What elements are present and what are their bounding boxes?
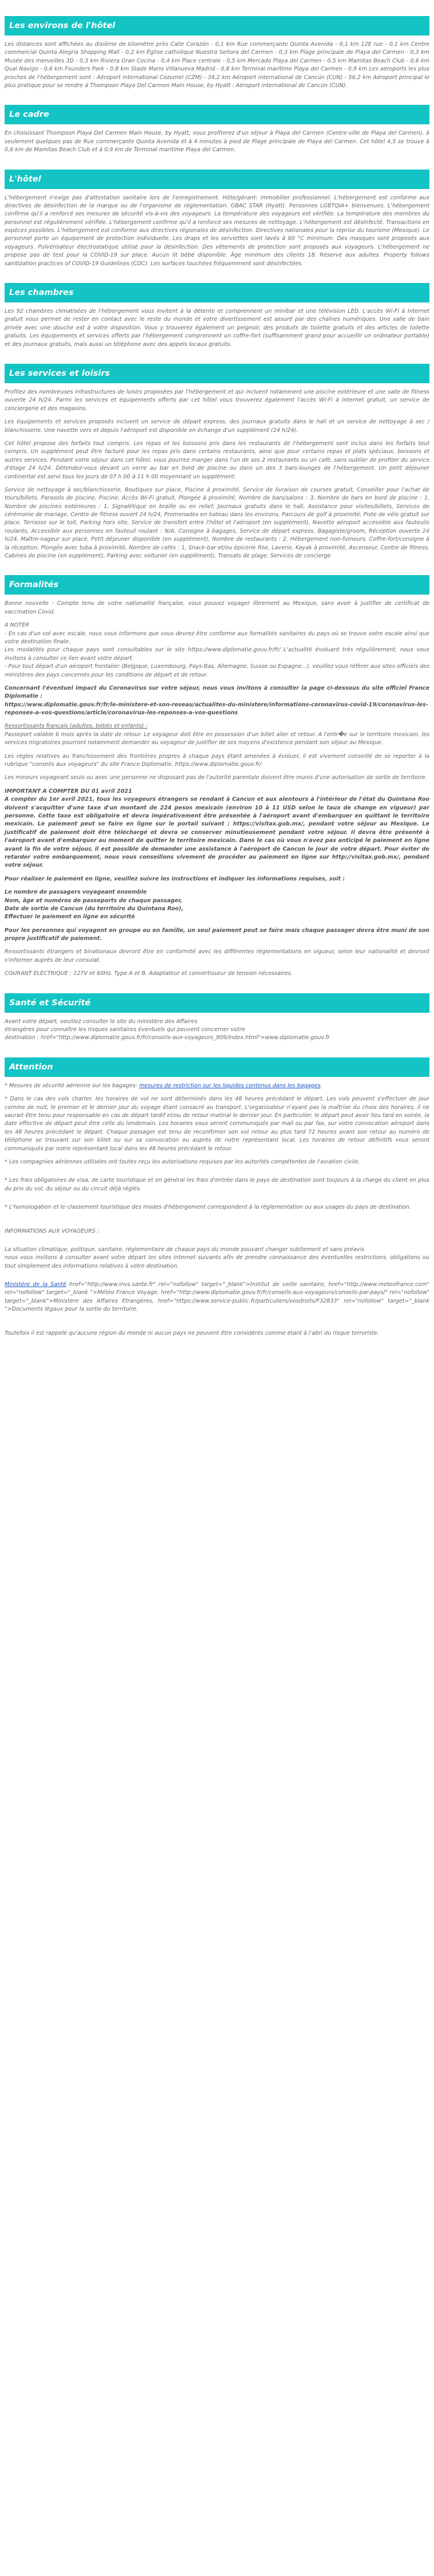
attention-paragraph-3: * Les compagnies aériennes utilisées ont toutes reçu les autorisations requises par les autorités compétentes de l'aviation civile. [5, 1158, 360, 1165]
attention-paragraph-5: * L'homologation et le classement touristique des modes d'hébergement correspondent à la réglementation ou aux usages du pays de destination. [5, 1204, 411, 1211]
section-sante [5, 993, 429, 1043]
sante-line-1: Avant votre départ, veuillez consulter le site du ministère des Affaires [5, 1018, 198, 1025]
section-hotel [5, 170, 429, 269]
cadre-text: En choisissant Thompson Playa Del Carmen Main House, by Hyatt, vous profiterez d'un séjour à Playa del Carmen (Centre-ville de Playa del Carmen), à seulement quelques pas de Rue commerçante Quinta Avenida et à 4 minutes à pied de Plage principale de Playa del Carmen. Cet hôtel 4,5 se trouve à 0,6 km de Mamitas Beach Club et à 0,9 km de Terminal maritime Playa del Carmen. [5, 130, 429, 154]
formalites-other-nationalities: Ressortissants étrangers et binationaux devront être en conformité avec les différentes réglementations en vigueur, selon leur nationalité et devront s'informer auprès de leur consulat. [5, 949, 429, 963]
services-paragraph-2: Les équipements et services proposés incluent un service de départ express, des journaux gratuits dans le hall et un service de nettoyage à sec / blanchisserie. Une navette vers et depuis l'aéroport est disponible en échange d'un supplément (24 h/24). [5, 419, 429, 434]
formalites-important-text: A compter du 1er avril 2021, tous les voyageurs étrangers se rendant à Cancun et aux alentours à l'intérieur de l'état du Quintana Roo doivent s'acquitter d'une taxe d'un montant de 224 pesos mexicain (environ 10 à 11 USD selon le taux de change en vigueur) par personne. Cette taxe est obligatoire et devra impérativement être présentée à l'aéroport avant d'embarquer en quittant le territoire mexicain. Le paiement peut se faire en ligne sur le portail suivant : https://visitax.gob.mx/, pendant votre séjour au Mexique. Le justificatif de paiement doit être téléchargé et devra se conserver minutieusement pendant votre séjour. Il devra être présenté à l'aéroport avant d'embarquer au moment de quitter le territoire mexicain. Dans le cas où vous n'avez pas anticipé le paiement en ligne avant la fin de votre séjour, il est possible de demander une assistance à l'aéroport de Cancun le jour de votre départ. Pour éviter de retarder votre embarquement, nous vous conseillons vivement de procéder au paiement en ligne sur http://visitax.gob.mx/, pendant votre séjour. [5, 796, 429, 869]
attention-info-text: La situation climatique, politique, sanitaire, réglementaire de chaque pays du monde pouvant changer subitement et sans préavis nous vous invitons à consulter avant votre départ les sites Internet suivants afin de prendre connaissance des éventuelles restrictions, obligations ou tout simplement des informations relatives à votre destination. [5, 1246, 429, 1269]
formalites-covid-link[interactable]: https://www.diplomatie.gouv.fr/fr/le-ministere-et-son-reseau/actualites-du-ministere/informations-coronavirus-covid-19/coronavirus-les-reponses-a-vos-questions/article/coronavirus-les-reponses-a-vos-questions [5, 701, 428, 717]
section-formalites [5, 575, 429, 978]
section-title-sante: Santé et Sécurité [5, 993, 429, 1013]
formalites-note-text: - En cas d'un vol avec escale, nous vous informons que vous devrez être conforme aux formalités sanitaires du pays où se trouve votre escale ainsi que votre destination finale. Les modalités pour chaque pays sont consultables sur le site https://www.diplomatie.gouv.fr/fr/ L'actualité évoluant très régulièrement, nous vous invitons à consulter ce lien avant votre départ. - Pour tout départ d'un aéroport frontalier (Belgique, Luxembourg, Pays-Bas, Allemagne, Suisse ou Espagne...), veuillez vous référer aux sites officiels des ministères des pays concernés pour les conditions de départ et de retour. [5, 630, 429, 678]
services-paragraph-1: Profitez des nombreuses infrastructures de loisirs proposées par l'hébergement et qui incluent notamment une piscine extérieure et une salle de fitness ouverte 24 h/24. Parmi les services et équipements offerts par cet hôtel vous trouverez également l'accès Wi-Fi à Internet gratuit, un service de conciergerie et des magasins. [5, 388, 429, 412]
chambres-text: Les 92 chambres climatisées de l'hébergement vous invitent à la détente et comprennent un minibar et une télévision LED. L'accès Wi-Fi à Internet gratuit vous permet de rester en contact avec le reste du monde et votre divertissement est assuré par des chaînes numériques. Une salle de bain privée avec une douche est à votre disposition. Vous y trouverez également un peignoir, des produits de toilette gratuits et des articles de toilette gratuits. Les équipements et services offerts par l'hébergement comprennent un coffre-fort (suffisamment grand pour accueillir un ordinateur portable) et des journaux gratuits, mais aussi un téléphone avec des appels locaux gratuits. [5, 308, 429, 348]
section-services [5, 364, 429, 560]
attention-paragraph-1: * Mesures de sécurité aérienne sur les bagages: mesures de restriction sur les liquides contenus dans les bagages. [5, 1082, 322, 1089]
section-chambres [5, 283, 429, 349]
services-paragraph-4: Service de nettoyage à sec/blanchisserie, Boutiques sur place, Piscine à proximité, Service de livraison de courses gratuit, Conseiller pour l'achat de tours/billets, Parasols de piscine, Piscine, Accès Wi-Fi gratuit, Plongée à proximité, Nombre de bars/salons : 3, Nombre de bars en bord de piscine : 1, Nombre de piscines extérieures : 1, Signalétique en braille ou en relief, Journaux gratuits dans le hall, Assistance pour visites/billets, Services de cérémonie de mariage, Centre de fitness ouvert 24 h/24, Promenades en bateau dans les environs, Parcours de golf à proximité, Piste de vélo gratuit sur place, Terrasse sur le toit, Parking hors site, Service de transfert entre l'hôtel et l'aéroport (en supplément), Navette aéroport accessible aux fauteuils roulants, Accessible aux personnes en fauteuil roulant : N/A, Consigne à bagages, Service de départ express, Bagagiste/groom, Réception ouverte 24 h/24, Maître-nageur sur place, Petit déjeuner disponible (en supplément), Nombre de restaurants : 2, Hébergement non-fumeurs, Coffre-fort/consigne à la réception, Plongée avec tuba à proximité, Nombre de cafés : 1, Snack-bar et/ou épicerie fine, Laverie, Kayak à proximité, Ascenseur, Centre de fitness, Cabines de piscine (en supplément), Parking avec voiturier (en supplément), Transats de plage, Services de concierge [5, 486, 429, 560]
formalites-note-title: A NOTER [5, 622, 29, 629]
formalites-ressortissants-text: Passeport valable 6 mois après la date de retour. Le voyageur doit être en possession d'un billet aller et retour. A l'entr�e sur le territoire mexicain, les services migratoires pourront notamment demander au voyageur de justifier de ses moyens d'existence pendant son séjour au Mexique. [5, 731, 429, 746]
formalites-mineurs-text: Les mineurs voyageant seuls ou avec une personne ne disposant pas de l'autorité parentale doivent être munis d'une autorisation de sortie de territoire. [5, 774, 427, 781]
section-title-environs: Les environs de l'hôtel [5, 16, 429, 36]
environs-text: Les distances sont affichées au dixième de kilomètre près Calle Corazón - 0,1 km Rue commerçante Quinta Avenida - 0,1 km 12E rue - 0,1 km Centre commercial Quinta Alegría Shopping Mall - 0,2 km Église catholique Nuestra Señora del Carmen - 0,3 km Plage principale de Playa del Carmen - 0,3 km Musée des merveilles 3D - 0,3 km Riviera Gran Cocina - 0,4 km Place centrale - 0,5 km Mercado Playa del Carmen - 0,5 km Mamitas Beach Club - 0,6 km Quai Navigo - 0,6 km Founders Park - 0,8 km Stade Mario Villanueva Madrid - 0,8 km Terminal maritime Playa del Carmen - 0,9 km Les aéroports les plus proches de l'hébergement sont : Aéroport international Cozumel (CZM) - 34,2 km Aéroport international de Cancún (CUN) - 56,2 km Aéroport principal le plus pratique pour se rendre à Thompson Playa Del Carmen Main House, by Hyatt : Aéroport international de Cancún (CUN). [5, 41, 429, 89]
formalites-electric-text: COURANT ELECTRIQUE : 127V et 60Hz. Type A et B. Adaptateur et convertisseur de tension nécessaires. [5, 970, 293, 977]
attention-final-text: Toutefois il est rappelé qu'aucune région du monde ni aucun pays ne peuvent être considérés comme étant à l'abri du risque terroriste. [5, 1330, 379, 1336]
attention-links-text: href="http://www.invs.sante.fr" rel="nofollow" target="_blank">Institut de veille sanitaire, href="http://www.meteofrance.com" rel="nofollow" target="_blank ">Météo France Voyage, href="http://www.diplomatie.gouv.fr/fr/conseils-aux-voyageurs/conseils-par-pays/" rel="nofollow" target="_blank">Ministère des Affaires Etrangères, href="https://www.service-public.fr/particuliers/vosdroits/F32833" rel="nofollow" target="_blank ">Documents légaux pour la sortie du territoire. [5, 1281, 429, 1313]
section-environs [5, 16, 429, 90]
section-title-formalites: Formalités [5, 575, 429, 595]
formalites-regles-text: Les règles relatives au franchissement des frontières propres à chaque pays étant amenées à évoluer, il est vivement conseillé de se reporter à la rubrique "conseils aux voyageurs" du site France Diplomatie, https://www.diplomatie.gouv.fr/ [5, 753, 429, 768]
section-attention [5, 1057, 429, 1338]
section-cadre [5, 105, 429, 154]
hotel-text: L'hébergement n'exige pas d'attestation sanitaire lors de l'enregistrement. Hôte/gérant: immobilier professionnel. L'hébergement est conforme aux directives de désinfection de la marque ou de l'organisme de réglementation: GBAC STAR (Hyatt). Personnes LGBTQIA+ bienvenues. L'hébergement confirme qu'il a renforcé ses mesures de sécurité vis-à-vis des voyageurs. La température des voyageurs est vérifiée. La température des membres du personnel est régulièrement vérifiée. L'hébergement confirme qu'il a renforcé ses mesures de nettoyage. L'hébergement est désinfecté. Transactions en espèces possibles. L'hébergement est conforme aux directives régionales de désinfection. Directives nationales pour la reprise du tourisme (Mexique). Le personnel porte un équipement de protection individuelle. Les draps et les serviettes sont lavés à 60 °C minimum. Des masques sont proposés aux voyageurs. Pulvérisateur électrostatique utilisé pour la désinfection. Des vêtements de protection sont proposés aux voyageurs. L'hébergement ne propose pas de test pour la COVID-19 sur place. Aucun lit bébé disponible. Âge minimum des clients 18. Réservé aux adultes. Property follows sanitization practices of COVID-19 Guidelines (CDC). Les surfaces touchées fréquemment sont désinfectées. [5, 194, 429, 267]
formalites-family-text: Pour les personnes qui voyagent en groupe ou en famille, un seul paiement peut se faire mais chaque passager devra être muni de son propre justificatif de paiement. [5, 927, 429, 942]
services-paragraph-3: Cet hôtel propose des forfaits tout compris. Les repas et les boissons pris dans les restaurants de l'hébergement sont inclus dans les forfaits tout compris. Un supplément peut être facturé pour les repas pris dans certains restaurants, ainsi que pour certains repas et plats spéciaux, boissons et autres services. Pendant votre séjour dans cet hôtel, vous pourrez manger dans l'un de ses 2 restaurants ou un café, sans oublier de profiter du service d'étage 24 h/24. Détendez-vous devant un verre au bar en bord de piscine ou dans un des 3 bars-lounges de l'hébergement. Un petit déjeuner continental est servi tous les jours de 07 h 00 à 11 h 00 moyennant un supplément. [5, 440, 429, 480]
section-title-services: Les services et loisirs [5, 364, 429, 383]
formalites-important-title: IMPORTANT A COMPTER DU 01 avril 2021 [5, 788, 132, 795]
attention-info-title: INFORMATIONS AUX VOYAGEURS : [5, 1228, 99, 1234]
section-title-chambres: Les chambres [5, 283, 429, 302]
liquids-restriction-link[interactable]: mesures de restriction sur les liquides contenus dans les bagages [139, 1082, 321, 1089]
formalites-list-item: Date de sortie de Cancun (du territoire du Quintana Roo), [5, 905, 184, 912]
sante-line-3[interactable]: destination : href="http://www.diplomatie.gouv.fr/fr/conseils-aux-voyageurs_909/index.html">www.diplomatie.gouv.fr [5, 1035, 330, 1041]
formalites-intro: Bonne nouvelle : Compte tenu de votre nationalité française, vous pouvez voyager librement au Mexique, sans avoir à justifier de certificat de vaccination Covid. [5, 600, 429, 615]
sante-line-2: étrangères pour connaître les risques sanitaires éventuels qui peuvent concerner votre [5, 1027, 246, 1033]
attention-paragraph-4: * Les frais obligatoires de visa, de carte touristique et en général les frais d'entrée dans le pays de destination sont toujours à la charge du client en plus du prix du vol, du séjour ou du circuit déjà réglés. [5, 1177, 429, 1192]
section-title-hotel: L'hôtel [5, 170, 429, 189]
attention-links-paragraph [5, 1281, 429, 1314]
formalites-list-item: Nom, âge et numéros de passeports de chaque passager, [5, 897, 183, 904]
formalites-list-item: Effectuer le paiement en ligne en sécurité [5, 914, 135, 921]
formalites-list-item: Le nombre de passagers voyageant ensemble [5, 889, 147, 896]
formalites-ressortissants-title: Ressortissants français (adultes, bébés et enfants) : [5, 723, 148, 730]
section-title-cadre: Le cadre [5, 105, 429, 124]
formalites-register-text: Pour réaliser le paiement en ligne, veuillez suivre les instructions et indiquer les informations requises, soit : [5, 875, 345, 882]
formalites-covid-intro: Concernant l'éventuel impact du Coronavirus sur votre séjour, nous vous invitons à consulter la page ci-dessous du site officiel France Diplomatie : [5, 685, 429, 700]
ministere-sante-link[interactable]: Ministère de la Santé [5, 1281, 66, 1288]
attention-paragraph-2: * Dans le cas des vols charter, les horaires de vol ne sont déterminés dans les 48 heures précédant le départ. Les vols peuvent s'effectuer de jour comme de nuit, le premier et le dernier jour du voyage étant consacré au transport. L'organisateur n'ayant pas la maîtrise du choix des horaires, il ne saurait être tenu pour responsable en cas de départ tardif et/ou de retour matinal le dernier jour. En particulier, le départ peut avoir lieu tard en soirée, la date effective de départ peut être celle du lendemain. Les horaires vous seront communiqués par mail ou par fax, sur votre convocation aéroport dans les 48 heures précédant le départ. Chaque passager est tenu de reconfirmer son vol retour au plus tard 72 heures avant son retour au numéro de téléphone se trouvant sur son billet ou sur sa convocation ou auprès de notre représentant local. Les horaires de retour définitifs vous seront communiqués par notre représentant local dans les 48 heures précédant le retour. [5, 1096, 429, 1152]
section-title-attention: Attention [5, 1057, 429, 1077]
